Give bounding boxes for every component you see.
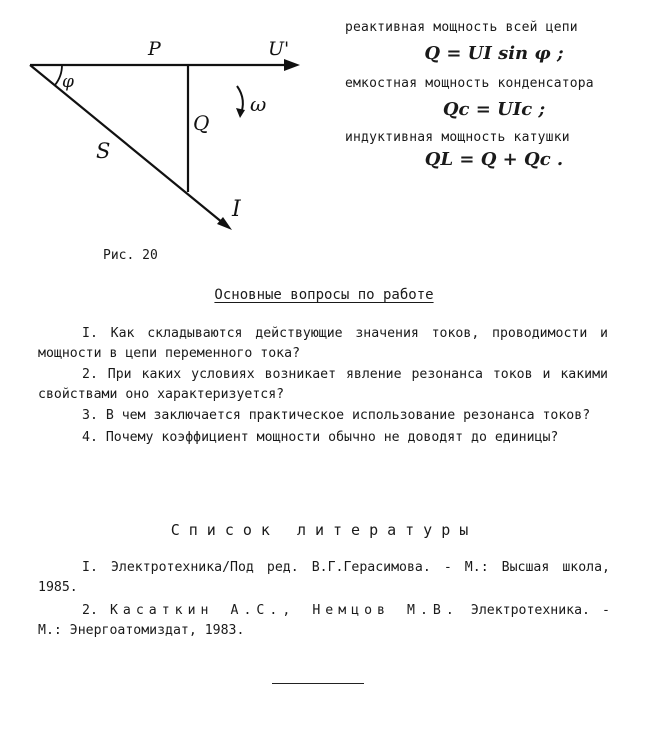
formula-2-math: Qc = UIc ; bbox=[442, 99, 546, 120]
end-divider bbox=[272, 683, 364, 684]
reference-item bbox=[38, 601, 610, 641]
questions-list bbox=[38, 324, 608, 450]
reference-text: Электротехника. - М.: Энергоатомиздат, 1983. bbox=[38, 603, 610, 638]
label-p: P bbox=[148, 38, 161, 60]
phi-angle-arc bbox=[55, 65, 62, 85]
question-item: I. Как складываются действующие значения токов, проводимости и мощности в цепи переменного тока? bbox=[38, 326, 608, 361]
label-u: U' bbox=[268, 38, 290, 60]
reference-number: I. bbox=[82, 560, 98, 575]
label-i: I bbox=[232, 197, 241, 222]
label-omega: ω bbox=[250, 92, 267, 116]
formula-2-text: емкостная мощность конденсатора bbox=[345, 76, 594, 91]
question-item: 3. В чем заключается практическое использование резонанса токов? bbox=[82, 408, 591, 424]
formula-1-text: реактивная мощность всей цепи bbox=[345, 20, 578, 35]
label-q: Q bbox=[193, 111, 210, 135]
reference-item bbox=[38, 558, 610, 598]
reference-number: 2. bbox=[82, 603, 98, 618]
u-arrowhead bbox=[284, 59, 300, 71]
formula-3-text: индуктивная мощность катушки bbox=[345, 130, 570, 145]
question-item: 2. При каких условиях возникает явление резонанса токов и какими свойствами оно характеризуется? bbox=[38, 367, 608, 402]
formulas-block bbox=[345, 20, 643, 170]
questions-heading: Основные вопросы по работе bbox=[214, 287, 434, 303]
reference-author: Касаткин А.С., Немцов М.В. bbox=[109, 603, 459, 618]
power-triangle-diagram bbox=[18, 28, 328, 243]
label-s: S bbox=[96, 139, 111, 163]
figure-caption: Рис. 20 bbox=[103, 248, 158, 263]
s-hypotenuse-line bbox=[30, 65, 223, 223]
question-item: 4. Почему коэффициент мощности обычно не доводят до единицы? bbox=[82, 429, 559, 445]
formula-1-math: Q = UI sin φ ; bbox=[424, 43, 564, 64]
rotation-arrowhead-icon bbox=[236, 108, 245, 118]
literature-title: Список литературы bbox=[170, 521, 478, 539]
label-phi: φ bbox=[62, 72, 74, 92]
reference-text: Электротехника/Под ред. В.Г.Герасимова. - М.: Высшая школа, 1985. bbox=[38, 560, 610, 595]
formula-3-math: QL = Q + Qc . bbox=[424, 149, 564, 170]
references-list bbox=[38, 558, 610, 644]
